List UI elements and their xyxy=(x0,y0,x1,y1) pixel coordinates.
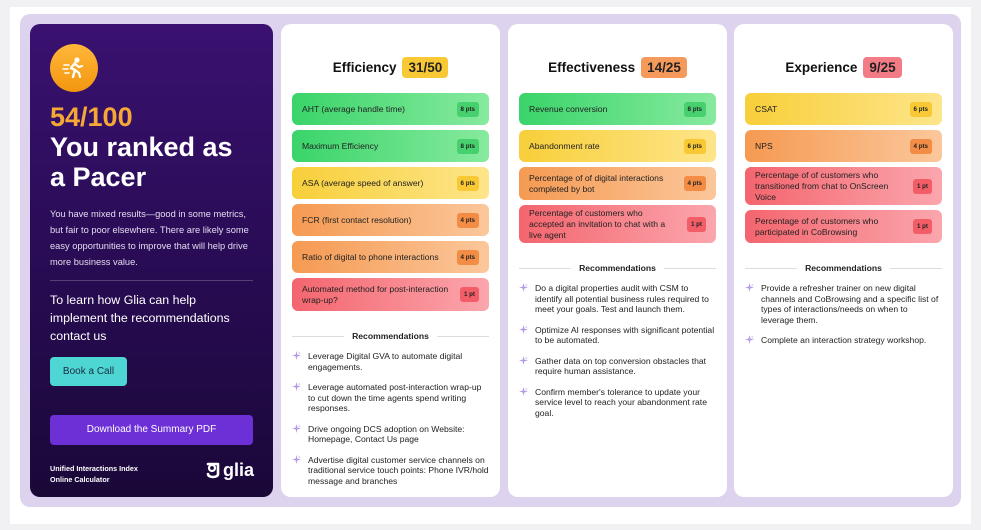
recommendation-item xyxy=(745,335,942,346)
metric-label: NPS xyxy=(755,140,773,151)
card-title: Experience xyxy=(785,59,858,75)
sparkle-icon xyxy=(292,351,301,360)
recommendation-text: Complete an interaction strategy workshop. xyxy=(761,335,927,345)
metric-label: Percentage of of customers who participated in CoBrowsing xyxy=(755,215,879,237)
recommendation-item xyxy=(292,424,489,445)
metric-row xyxy=(519,130,716,162)
recommendations-title: Recommendations xyxy=(352,331,429,341)
metric-row xyxy=(745,210,942,243)
recommendations-heading xyxy=(292,331,489,341)
divider xyxy=(50,280,253,281)
metric-row xyxy=(745,167,942,205)
sparkle-icon xyxy=(292,455,301,464)
metric-points: 8 pts xyxy=(684,102,706,117)
metric-label: ASA (average speed of answer) xyxy=(302,177,424,188)
sparkle-icon xyxy=(519,325,528,334)
card-efficiency xyxy=(281,24,500,497)
recommendation-text: Gather data on top conversion obstacles that require human assistance. xyxy=(535,355,707,376)
metric-points: 4 pts xyxy=(457,213,479,228)
recommendation-text: Do a digital properties audit with CSM to identify all potential business rules required to meet your goals. Test and launch them. xyxy=(535,283,709,314)
metric-points: 6 pts xyxy=(684,139,706,154)
metric-row xyxy=(745,130,942,162)
metric-label: Revenue conversion xyxy=(529,103,608,114)
metric-points: 1 pt xyxy=(460,287,479,302)
sparkle-icon xyxy=(292,382,301,391)
recommendation-text: Optimize AI responses with significant potential to be automated. xyxy=(535,324,715,345)
recommendation-text: Provide a refresher trainer on new digital channels and CoBrowsing and a specific list of types of interactions/needs on when to leverage them. xyxy=(761,283,939,325)
recommendations-heading xyxy=(519,263,716,273)
recommendation-text: Leverage Digital GVA to automate digital engagements. xyxy=(308,351,463,372)
metric-label: Percentage of of digital interactions completed by bot xyxy=(529,172,664,194)
metric-label: Automated method for post-interaction wrap-up? xyxy=(302,283,449,305)
metric-row xyxy=(519,167,716,200)
recommendations-list xyxy=(292,351,489,486)
recommendation-item xyxy=(292,455,489,487)
book-call-button[interactable]: Book a Call xyxy=(50,357,127,386)
sparkle-icon xyxy=(292,424,301,433)
metric-row xyxy=(519,93,716,125)
metric-points: 6 pts xyxy=(457,176,479,191)
metric-label: Ratio of digital to phone interactions xyxy=(302,251,439,262)
calculator-name-line1: Unified Interactions Index xyxy=(50,464,138,473)
metric-label: Abandonment rate xyxy=(529,140,600,151)
metric-row xyxy=(745,93,942,125)
card-title: Effectiveness xyxy=(548,59,636,75)
card-header xyxy=(292,44,489,90)
result-summary-panel xyxy=(30,24,273,497)
sparkle-icon xyxy=(519,356,528,365)
card-header xyxy=(745,44,942,90)
divider xyxy=(664,268,716,269)
calculator-name xyxy=(50,463,138,485)
divider xyxy=(745,268,797,269)
card-header xyxy=(519,44,716,90)
recommendations-title: Recommendations xyxy=(579,263,656,273)
metric-label: Percentage of customers who accepted an invitation to chat with a live agent xyxy=(529,207,666,240)
card-score: 9/25 xyxy=(863,57,901,78)
metric-points: 8 pts xyxy=(457,102,479,117)
card-score: 14/25 xyxy=(641,57,687,78)
metric-label: FCR (first contact resolution) xyxy=(302,214,412,225)
metric-points: 8 pts xyxy=(457,139,479,154)
rank-title-line1: You ranked as xyxy=(50,132,233,162)
metric-row xyxy=(292,93,489,125)
card-title: Efficiency xyxy=(332,59,397,75)
recommendation-text: Advertise digital customer service channels on traditional service touch points: Phone IVR/hold message and branches xyxy=(308,454,489,486)
recommendation-item xyxy=(519,356,716,377)
recommendation-item xyxy=(745,283,942,325)
divider xyxy=(890,268,942,269)
metric-label: Maximum Efficiency xyxy=(302,140,379,151)
metric-points: 1 pt xyxy=(687,217,706,232)
recommendation-text: Leverage automated post-interaction wrap-up to cut down the time agents spend writing responses. xyxy=(308,382,482,413)
metric-points: 6 pts xyxy=(910,102,932,117)
download-pdf-button[interactable]: Download the Summary PDF xyxy=(50,415,253,445)
metric-points: 4 pts xyxy=(684,176,706,191)
recommendation-text: Drive ongoing DCS adoption on Website: Homepage, Contact Us page xyxy=(308,423,465,444)
metric-row xyxy=(292,130,489,162)
metric-label: CSAT xyxy=(755,103,778,114)
recommendations-title: Recommendations xyxy=(805,263,882,273)
glia-logo-icon xyxy=(206,462,220,480)
overall-score: 54/100 xyxy=(50,102,133,132)
metric-row xyxy=(292,278,489,311)
recommendation-item xyxy=(519,283,716,315)
divider xyxy=(292,336,344,337)
sparkle-icon xyxy=(745,335,754,344)
metric-row xyxy=(292,204,489,236)
recommendation-item xyxy=(519,325,716,346)
glia-logo xyxy=(206,460,254,481)
calculator-name-line2: Online Calculator xyxy=(50,475,110,484)
recommendation-item xyxy=(292,351,489,372)
metric-points: 4 pts xyxy=(910,139,932,154)
recommendation-item xyxy=(292,382,489,414)
sparkle-icon xyxy=(745,283,754,292)
recommendation-text: Confirm member's tolerance to update your service level to reach your abandonment rate goal. xyxy=(535,386,707,418)
runner-icon xyxy=(50,44,98,92)
recommendations-list xyxy=(745,283,942,346)
metric-points: 1 pt xyxy=(913,179,932,194)
metric-label: AHT (average handle time) xyxy=(302,103,406,114)
recommendations-list xyxy=(519,283,716,418)
metric-points: 4 pts xyxy=(457,250,479,265)
divider xyxy=(519,268,571,269)
rank-title-line2: a Pacer xyxy=(50,162,147,192)
recommendations-heading xyxy=(745,263,942,273)
divider xyxy=(437,336,489,337)
metric-label: Percentage of of customers who transitioned from chat to OnScreen Voice xyxy=(755,169,889,202)
sparkle-icon xyxy=(519,283,528,292)
result-description: You have mixed results—good in some metrics, but fair to poor elsewhere. There are likely some easy opportunities to improve that will help drive more business value. xyxy=(50,209,249,267)
metric-row xyxy=(519,205,716,243)
card-score: 31/50 xyxy=(402,57,448,78)
metric-points: 1 pt xyxy=(913,219,932,234)
glia-logo-text: glia xyxy=(223,460,255,480)
card-effectiveness xyxy=(508,24,727,497)
sparkle-icon xyxy=(519,387,528,396)
metric-row xyxy=(292,167,489,199)
card-experience xyxy=(734,24,953,497)
learn-more-text: To learn how Glia can help implement the recommendations contact us xyxy=(50,293,230,343)
recommendation-item xyxy=(519,387,716,419)
metric-row xyxy=(292,241,489,273)
